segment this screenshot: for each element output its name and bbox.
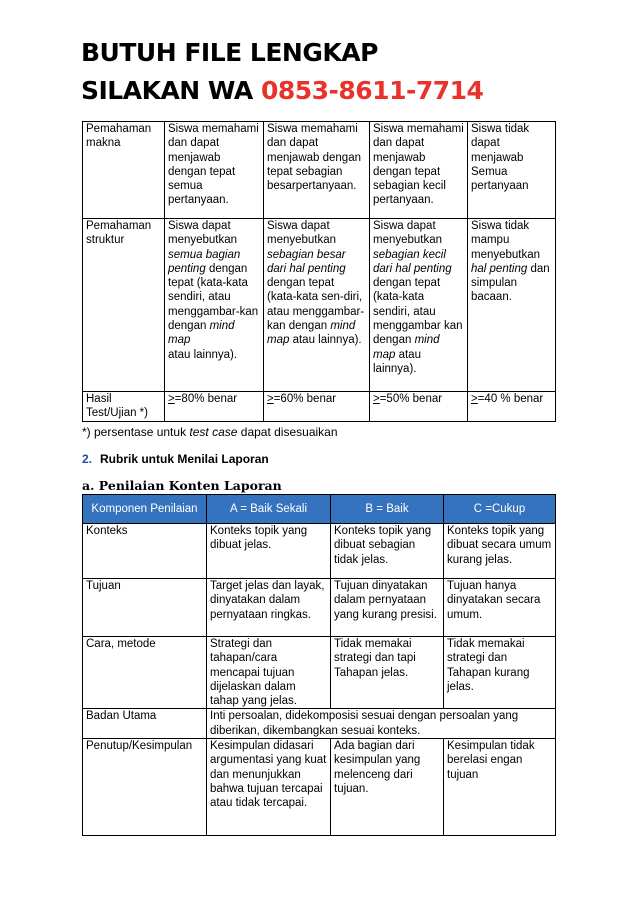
- row-label: Pemahaman struktur: [83, 219, 165, 392]
- cell: Tidak memakai strategi dan Tahapan kurang jelas.: [444, 637, 556, 709]
- gte-symbol: >: [471, 393, 478, 405]
- cell: [264, 392, 370, 422]
- row-label: Badan Utama: [83, 709, 207, 739]
- table-row: [83, 219, 556, 392]
- table-row: [83, 392, 556, 422]
- cell: Strategi dan tahapan/cara mencapai tujuan dijelaskan dalam tahap yang jelas.: [207, 637, 331, 709]
- column-header: A = Baik Sekali: [207, 495, 331, 524]
- cell: Tidak memakai strategi dan tapi Tahapan jelas.: [331, 637, 444, 709]
- table-row: [83, 709, 556, 739]
- gte-symbol: >: [168, 393, 175, 405]
- cell: [264, 219, 370, 392]
- banner-phone: 0853-8611-7714: [260, 76, 484, 105]
- header-row: [83, 495, 556, 524]
- cell-text: Siswa dapat menyebutkan: [168, 220, 238, 247]
- cell: [468, 219, 556, 392]
- footnote: [82, 425, 338, 439]
- cell-text: dengan tepat (kata-kata sendiri, atau menggambar-kan dengan: [168, 262, 259, 333]
- cell: Kesimpulan didasari argumentasi yang kuat dan menunjukkan bahwa tujuan tercapai atau tidak tercapai.: [207, 739, 331, 836]
- cell-text: dan simpulan bacaan.: [471, 262, 550, 304]
- cell: Konteks topik yang dibuat sebagian tidak jelas.: [331, 524, 444, 579]
- column-header: Komponen Penilaian: [83, 495, 207, 524]
- cell-italic: semua bagian penting: [168, 248, 241, 275]
- banner-line-2: [81, 76, 483, 105]
- section-heading: [82, 452, 269, 466]
- banner-prefix: SILAKAN WA: [81, 76, 261, 105]
- cell-text: dengan tepat (kata-kata sendiri, atau menggambar kan dengan: [373, 277, 463, 347]
- cell: Tujuan dinyatakan dalam pernyataan yang kurang presisi.: [331, 579, 444, 637]
- cell-italic: sebagian besar dari hal penting: [267, 248, 346, 275]
- cell: [468, 392, 556, 422]
- table-row: [83, 739, 556, 836]
- cell: [165, 219, 264, 392]
- note-italic: test case: [189, 425, 238, 439]
- gte-symbol: >: [373, 393, 380, 405]
- row-label: Tujuan: [83, 579, 207, 637]
- column-header: C =Cukup: [444, 495, 556, 524]
- cell-italic: mind map: [267, 320, 356, 347]
- section-number: 2.: [82, 452, 93, 466]
- cell-text: =50% benar: [379, 393, 443, 405]
- section-title: Rubrik untuk Menilai Laporan: [100, 452, 269, 466]
- subsection-heading: a. Penilaian Konten Laporan: [82, 478, 282, 493]
- cell-text: dengan tepat (kata-kata sen-diri, atau menggambar-kan dengan: [267, 277, 365, 333]
- cell: Siswa memahami dan dapat menjawab dengan tepat semua pertanyaan.: [165, 122, 264, 219]
- cell-text: =40 % benar: [477, 393, 544, 405]
- row-label: Penutup/Kesimpulan: [83, 739, 207, 836]
- cell: Target jelas dan layak, dinyatakan dalam pernyataan ringkas.: [207, 579, 331, 637]
- banner-line-1: BUTUH FILE LENGKAP: [81, 38, 378, 67]
- table-row: [83, 122, 556, 219]
- cell-italic: hal penting: [471, 262, 528, 275]
- row-label: Cara, metode: [83, 637, 207, 709]
- cell-italic: mind map: [373, 334, 440, 361]
- cell: [370, 392, 468, 422]
- cell: Konteks topik yang dibuat secara umum kurang jelas.: [444, 524, 556, 579]
- cell: Siswa memahami dan dapat menjawab dengan tepat sebagian kecil pertanyaan.: [370, 122, 468, 219]
- table-row: [83, 637, 556, 709]
- cell-italic: mind map: [168, 320, 235, 347]
- cell-text: =60% benar: [273, 393, 337, 405]
- comprehension-rubric-table: [82, 121, 556, 422]
- cell: Ada bagian dari kesimpulan yang melenceng dari tujuan.: [331, 739, 444, 836]
- cell-italic: sebagian kecil dari hal penting: [373, 248, 452, 275]
- column-header: B = Baik: [331, 495, 444, 524]
- report-rubric-table: [82, 494, 556, 836]
- cell: [370, 219, 468, 392]
- cell-text: Siswa dapat menyebutkan: [267, 220, 337, 247]
- row-label: Konteks: [83, 524, 207, 579]
- cell-text: Siswa tidak mampu menyebutkan: [471, 220, 541, 261]
- cell: Siswa tidak dapat menjawab Semua pertanyaan: [468, 122, 556, 219]
- cell-text: =80% benar: [174, 393, 238, 405]
- cell: Siswa memahami dan dapat menjawab dengan tepat sebagian besarpertanyaan.: [264, 122, 370, 219]
- cell-text: atau lainnya).: [292, 334, 362, 347]
- note-text: dapat disesuaikan: [237, 425, 338, 439]
- table-row: [83, 524, 556, 579]
- cell: Tujuan hanya dinyatakan secara umum.: [444, 579, 556, 637]
- gte-symbol: >: [267, 393, 274, 405]
- cell-text: atau lainnya).: [168, 348, 238, 361]
- cell-text: atau lainnya).: [373, 348, 421, 375]
- cell: [165, 392, 264, 422]
- cell: Kesimpulan tidak berelasi engan tujuan: [444, 739, 556, 836]
- cell-text: Siswa dapat menyebutkan: [373, 220, 443, 247]
- row-label: Hasil Test/Ujian *): [83, 392, 165, 422]
- merged-cell: Inti persoalan, didekomposisi sesuai dengan persoalan yang diberikan, dikembangkan sesuai konteks.: [207, 709, 556, 739]
- table-row: [83, 579, 556, 637]
- cell: Konteks topik yang dibuat jelas.: [207, 524, 331, 579]
- row-label: Pemahaman makna: [83, 122, 165, 219]
- note-text: *) persentase untuk: [82, 425, 190, 439]
